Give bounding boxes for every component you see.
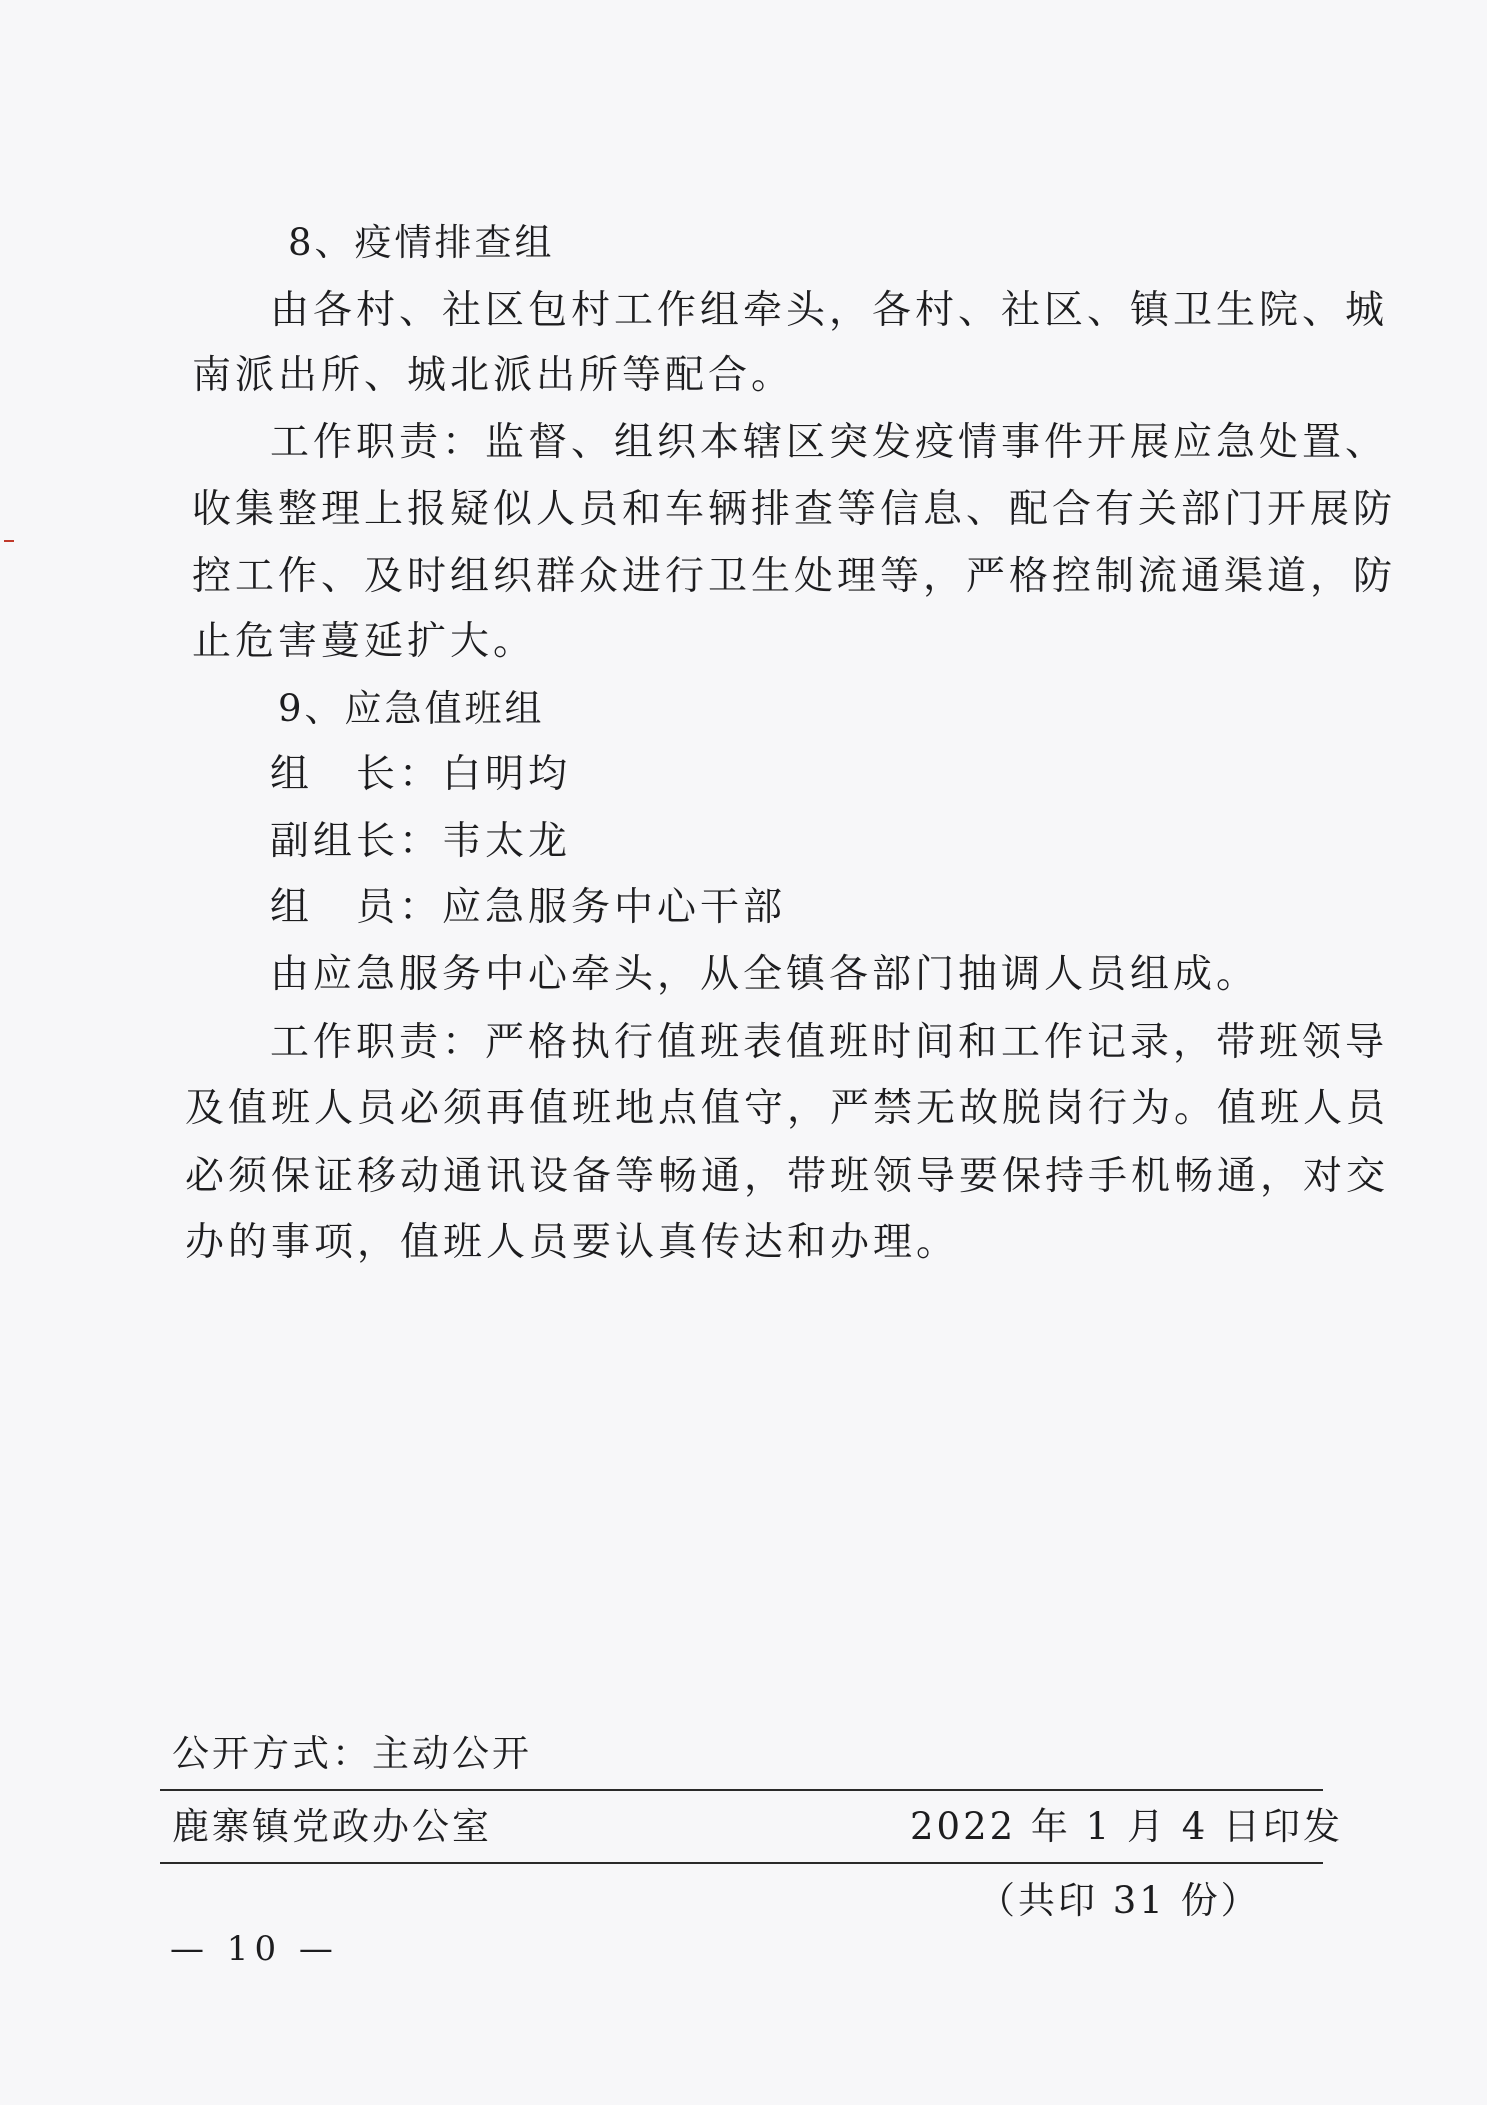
section-9-duty-line: 必须保证移动通讯设备等畅通，带班领导要保持手机畅通，对交	[185, 1154, 1390, 1199]
section-8-duty-line: 控工作、及时组织群众进行卫生处理等，严格控制流通渠道，防	[192, 554, 1397, 599]
section-9-deputy: 副组长：韦太龙	[270, 819, 572, 864]
section-8-duty-line: 收集整理上报疑似人员和车辆排查等信息、配合有关部门开展防	[192, 487, 1397, 532]
section-9-duty-line: 工作职责：严格执行值班表值班时间和工作记录，带班领导	[270, 1020, 1389, 1065]
section-9-lead: 由应急服务中心牵头，从全镇各部门抽调人员组成。	[270, 952, 1260, 997]
footer-rule-bottom	[160, 1862, 1323, 1864]
section-9-members: 组 员：应急服务中心干部	[270, 885, 787, 930]
section-8-heading: 8、疫情排查组	[288, 221, 555, 264]
issuing-office: 鹿寨镇党政办公室	[172, 1805, 492, 1848]
section-8-duty-line: 止危害蔓延扩大。	[192, 619, 537, 664]
margin-mark	[4, 540, 14, 542]
section-9-leader: 组 长：白明均	[270, 752, 572, 797]
copies-printed: （共印 31 份）	[978, 1879, 1261, 1922]
footer-rule-top	[160, 1789, 1323, 1791]
section-9-duty-line: 及值班人员必须再值班地点值守，严禁无故脱岗行为。值班人员	[185, 1086, 1390, 1131]
section-8-lead-line: 由各村、社区包村工作组牵头，各村、社区、镇卫生院、城	[270, 288, 1389, 333]
section-9-duty-line: 办的事项，值班人员要认真传达和办理。	[185, 1220, 960, 1265]
section-8-lead-line: 南派出所、城北派出所等配合。	[192, 353, 795, 398]
disclosure-method: 公开方式：主动公开	[172, 1732, 532, 1775]
section-8-duty-line: 工作职责：监督、组织本辖区突发疫情事件开展应急处置、	[270, 420, 1389, 465]
section-9-heading: 9、应急值班组	[278, 687, 545, 730]
issue-date: 2022 年 1 月 4 日印发	[910, 1805, 1344, 1848]
page-number: — 10 —	[170, 1929, 339, 1969]
